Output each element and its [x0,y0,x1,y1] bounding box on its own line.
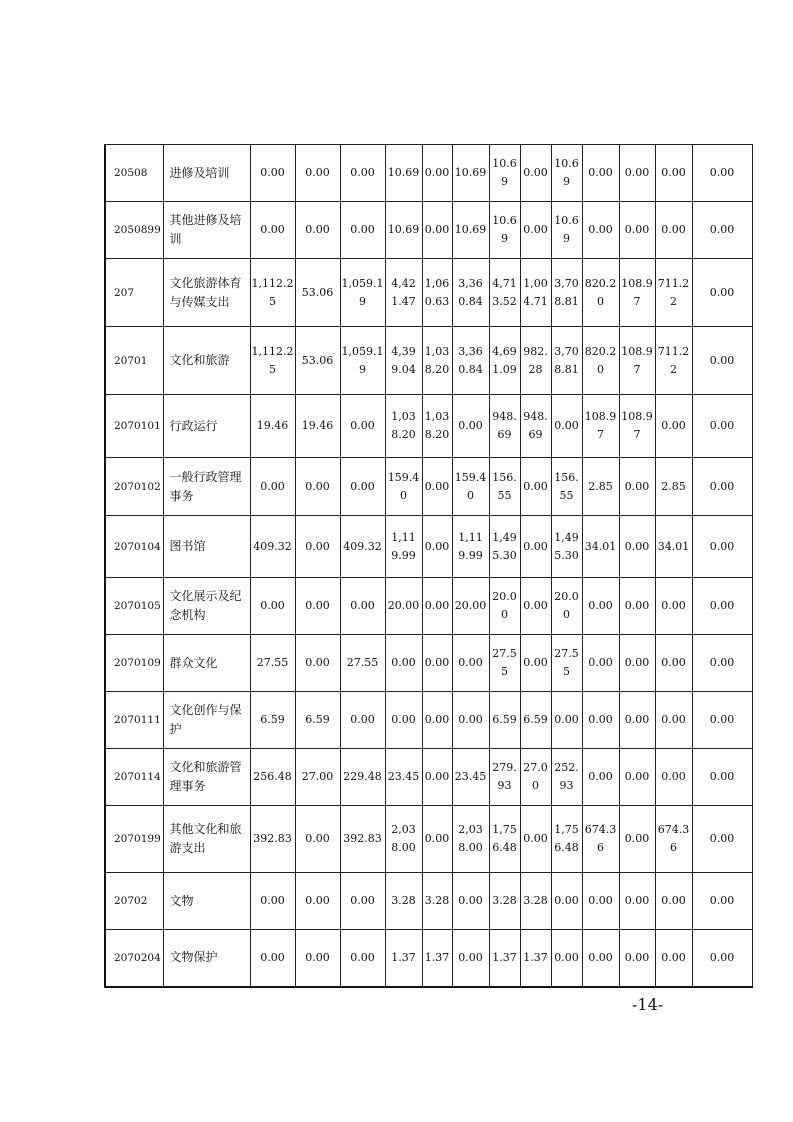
subject-name-cell: 文物保护 [163,930,250,987]
amount-cell: 0.00 [619,516,655,578]
amount-cell: 0.00 [340,930,385,987]
amount-cell: 10.69 [452,202,489,259]
amount-cell: 0.00 [692,145,752,202]
subject-name-cell: 进修及培训 [163,145,250,202]
amount-cell: 0.00 [295,806,340,873]
amount-cell: 1,119.99 [385,516,422,578]
subject-name-cell: 其他文化和旅游支出 [163,806,250,873]
amount-cell: 6.59 [250,692,295,749]
amount-cell: 711.22 [655,327,692,395]
amount-cell: 0.00 [422,692,452,749]
amount-cell: 674.36 [582,806,619,873]
amount-cell: 3.28 [520,873,551,930]
amount-cell: 0.00 [385,692,422,749]
amount-cell: 409.32 [250,516,295,578]
amount-cell: 1.37 [385,930,422,987]
amount-cell: 948.69 [489,395,520,458]
subject-name-cell: 文化旅游体育与传媒支出 [163,259,250,327]
amount-cell: 108.97 [582,395,619,458]
amount-cell: 0.00 [655,873,692,930]
amount-cell: 3,360.84 [452,259,489,327]
amount-cell: 1,038.20 [422,395,452,458]
amount-cell: 1,038.20 [385,395,422,458]
amount-cell: 0.00 [655,578,692,635]
amount-cell: 0.00 [422,202,452,259]
amount-cell: 0.00 [582,873,619,930]
amount-cell: 27.55 [250,635,295,692]
amount-cell: 0.00 [582,930,619,987]
amount-cell: 0.00 [619,930,655,987]
table-row [105,806,752,873]
amount-cell: 53.06 [295,259,340,327]
amount-cell: 2,038.00 [452,806,489,873]
amount-cell: 0.00 [295,516,340,578]
table-row [105,749,752,806]
amount-cell: 0.00 [422,635,452,692]
amount-cell: 0.00 [619,873,655,930]
amount-cell: 0.00 [520,516,551,578]
amount-cell: 0.00 [692,873,752,930]
table-row [105,259,752,327]
subject-code-cell: 2070111 [105,692,163,749]
amount-cell: 1,112.25 [250,327,295,395]
amount-cell: 0.00 [295,873,340,930]
subject-name-cell: 行政运行 [163,395,250,458]
amount-cell: 1.37 [489,930,520,987]
amount-cell: 0.00 [520,202,551,259]
amount-cell: 0.00 [250,458,295,516]
amount-cell: 27.55 [340,635,385,692]
amount-cell: 0.00 [619,578,655,635]
amount-cell: 0.00 [422,458,452,516]
amount-cell: 982.28 [520,327,551,395]
amount-cell: 19.46 [295,395,340,458]
amount-cell: 0.00 [619,806,655,873]
amount-cell: 0.00 [655,635,692,692]
amount-cell: 1,495.30 [551,516,582,578]
amount-cell: 0.00 [452,692,489,749]
amount-cell: 20.00 [489,578,520,635]
amount-cell: 0.00 [619,202,655,259]
amount-cell: 0.00 [340,458,385,516]
table-row [105,578,752,635]
amount-cell: 0.00 [422,516,452,578]
table-row [105,930,752,987]
amount-cell: 0.00 [692,458,752,516]
amount-cell: 4,399.04 [385,327,422,395]
amount-cell: 0.00 [295,458,340,516]
amount-cell: 229.48 [340,749,385,806]
amount-cell: 6.59 [520,692,551,749]
amount-cell: 0.00 [655,145,692,202]
subject-name-cell: 群众文化 [163,635,250,692]
amount-cell: 0.00 [520,578,551,635]
amount-cell: 10.69 [385,202,422,259]
amount-cell: 34.01 [655,516,692,578]
amount-cell: 1,756.48 [551,806,582,873]
subject-name-cell: 文化和旅游管理事务 [163,749,250,806]
amount-cell: 23.45 [385,749,422,806]
amount-cell: 0.00 [340,395,385,458]
amount-cell: 0.00 [295,202,340,259]
amount-cell: 0.00 [250,873,295,930]
subject-code-cell: 20508 [105,145,163,202]
amount-cell: 27.00 [295,749,340,806]
amount-cell: 1,495.30 [489,516,520,578]
subject-code-cell: 2070102 [105,458,163,516]
amount-cell: 0.00 [452,395,489,458]
amount-cell: 0.00 [655,202,692,259]
subject-code-cell: 2070104 [105,516,163,578]
table-row [105,145,752,202]
amount-cell: 2.85 [655,458,692,516]
amount-cell: 3,708.81 [551,327,582,395]
amount-cell: 108.97 [619,259,655,327]
subject-name-cell: 文化创作与保护 [163,692,250,749]
amount-cell: 0.00 [582,578,619,635]
amount-cell: 0.00 [422,806,452,873]
amount-cell: 0.00 [520,806,551,873]
amount-cell: 0.00 [619,635,655,692]
amount-cell: 0.00 [520,458,551,516]
amount-cell: 27.00 [520,749,551,806]
amount-cell: 10.69 [551,145,582,202]
amount-cell: 0.00 [619,749,655,806]
amount-cell: 0.00 [250,202,295,259]
amount-cell: 3,708.81 [551,259,582,327]
amount-cell: 0.00 [551,873,582,930]
amount-cell: 0.00 [619,458,655,516]
amount-cell: 108.97 [619,327,655,395]
table-row [105,635,752,692]
amount-cell: 1.37 [422,930,452,987]
amount-cell: 3.28 [385,873,422,930]
amount-cell: 674.36 [655,806,692,873]
amount-cell: 0.00 [692,635,752,692]
amount-cell: 0.00 [385,635,422,692]
amount-cell: 0.00 [582,635,619,692]
amount-cell: 0.00 [422,145,452,202]
amount-cell: 10.69 [452,145,489,202]
amount-cell: 0.00 [692,202,752,259]
amount-cell: 0.00 [582,202,619,259]
amount-cell: 0.00 [250,930,295,987]
amount-cell: 1,059.19 [340,259,385,327]
amount-cell: 4,713.52 [489,259,520,327]
amount-cell: 20.00 [385,578,422,635]
amount-cell: 1,112.25 [250,259,295,327]
amount-cell: 0.00 [340,145,385,202]
amount-cell: 0.00 [692,930,752,987]
subject-code-cell: 2070105 [105,578,163,635]
table-row [105,327,752,395]
amount-cell: 1.37 [520,930,551,987]
amount-cell: 392.83 [250,806,295,873]
budget-table [104,144,753,988]
subject-code-cell: 207 [105,259,163,327]
amount-cell: 0.00 [340,692,385,749]
amount-cell: 0.00 [582,692,619,749]
amount-cell: 0.00 [340,873,385,930]
amount-cell: 1,004.71 [520,259,551,327]
amount-cell: 1,060.63 [422,259,452,327]
page-number: -14- [632,995,664,1014]
amount-cell: 0.00 [422,749,452,806]
table-row [105,458,752,516]
amount-cell: 0.00 [340,578,385,635]
amount-cell: 108.97 [619,395,655,458]
subject-name-cell: 文物 [163,873,250,930]
amount-cell: 0.00 [551,692,582,749]
amount-cell: 4,691.09 [489,327,520,395]
subject-name-cell: 其他进修及培训 [163,202,250,259]
subject-code-cell: 20702 [105,873,163,930]
amount-cell: 0.00 [551,930,582,987]
subject-name-cell: 文化和旅游 [163,327,250,395]
amount-cell: 0.00 [250,145,295,202]
amount-cell: 0.00 [520,635,551,692]
amount-cell: 0.00 [692,516,752,578]
amount-cell: 53.06 [295,327,340,395]
amount-cell: 3,360.84 [452,327,489,395]
amount-cell: 0.00 [655,930,692,987]
amount-cell: 392.83 [340,806,385,873]
amount-cell: 0.00 [692,749,752,806]
amount-cell: 4,421.47 [385,259,422,327]
amount-cell: 0.00 [619,145,655,202]
amount-cell: 23.45 [452,749,489,806]
amount-cell: 0.00 [655,395,692,458]
amount-cell: 256.48 [250,749,295,806]
table-row [105,202,752,259]
amount-cell: 820.20 [582,327,619,395]
amount-cell: 252.93 [551,749,582,806]
subject-code-cell: 2070199 [105,806,163,873]
amount-cell: 948.69 [520,395,551,458]
amount-cell: 0.00 [340,202,385,259]
amount-cell: 3.28 [489,873,520,930]
amount-cell: 10.69 [489,145,520,202]
amount-cell: 0.00 [692,578,752,635]
amount-cell: 0.00 [692,395,752,458]
amount-cell: 20.00 [452,578,489,635]
amount-cell: 0.00 [692,327,752,395]
subject-code-cell: 20701 [105,327,163,395]
amount-cell: 0.00 [452,635,489,692]
amount-cell: 409.32 [340,516,385,578]
amount-cell: 156.55 [551,458,582,516]
amount-cell: 10.69 [385,145,422,202]
amount-cell: 27.55 [489,635,520,692]
amount-cell: 156.55 [489,458,520,516]
amount-cell: 19.46 [250,395,295,458]
subject-name-cell: 图书馆 [163,516,250,578]
table-row [105,516,752,578]
subject-code-cell: 2070101 [105,395,163,458]
table-row [105,692,752,749]
amount-cell: 34.01 [582,516,619,578]
amount-cell: 159.40 [452,458,489,516]
amount-cell: 0.00 [250,578,295,635]
table-body [105,145,752,987]
subject-code-cell: 2070204 [105,930,163,987]
subject-code-cell: 2070109 [105,635,163,692]
amount-cell: 2,038.00 [385,806,422,873]
amount-cell: 10.69 [551,202,582,259]
amount-cell: 1,038.20 [422,327,452,395]
amount-cell: 27.55 [551,635,582,692]
amount-cell: 0.00 [692,259,752,327]
amount-cell: 0.00 [582,145,619,202]
amount-cell: 820.20 [582,259,619,327]
amount-cell: 1,059.19 [340,327,385,395]
amount-cell: 0.00 [452,873,489,930]
amount-cell: 2.85 [582,458,619,516]
amount-cell: 0.00 [551,395,582,458]
amount-cell: 1,756.48 [489,806,520,873]
amount-cell: 1,119.99 [452,516,489,578]
amount-cell: 0.00 [692,692,752,749]
amount-cell: 6.59 [489,692,520,749]
subject-name-cell: 文化展示及纪念机构 [163,578,250,635]
amount-cell: 3.28 [422,873,452,930]
amount-cell: 6.59 [295,692,340,749]
amount-cell: 0.00 [655,692,692,749]
amount-cell: 0.00 [692,806,752,873]
amount-cell: 0.00 [295,930,340,987]
subject-name-cell: 一般行政管理事务 [163,458,250,516]
amount-cell: 20.00 [551,578,582,635]
amount-cell: 10.69 [489,202,520,259]
amount-cell: 0.00 [295,635,340,692]
table-row [105,873,752,930]
amount-cell: 0.00 [619,692,655,749]
amount-cell: 279.93 [489,749,520,806]
amount-cell: 0.00 [295,145,340,202]
amount-cell: 0.00 [582,749,619,806]
amount-cell: 0.00 [295,578,340,635]
amount-cell: 0.00 [422,578,452,635]
table-row [105,395,752,458]
subject-code-cell: 2050899 [105,202,163,259]
amount-cell: 0.00 [452,930,489,987]
amount-cell: 0.00 [520,145,551,202]
amount-cell: 711.22 [655,259,692,327]
amount-cell: 159.40 [385,458,422,516]
amount-cell: 0.00 [655,749,692,806]
subject-code-cell: 2070114 [105,749,163,806]
